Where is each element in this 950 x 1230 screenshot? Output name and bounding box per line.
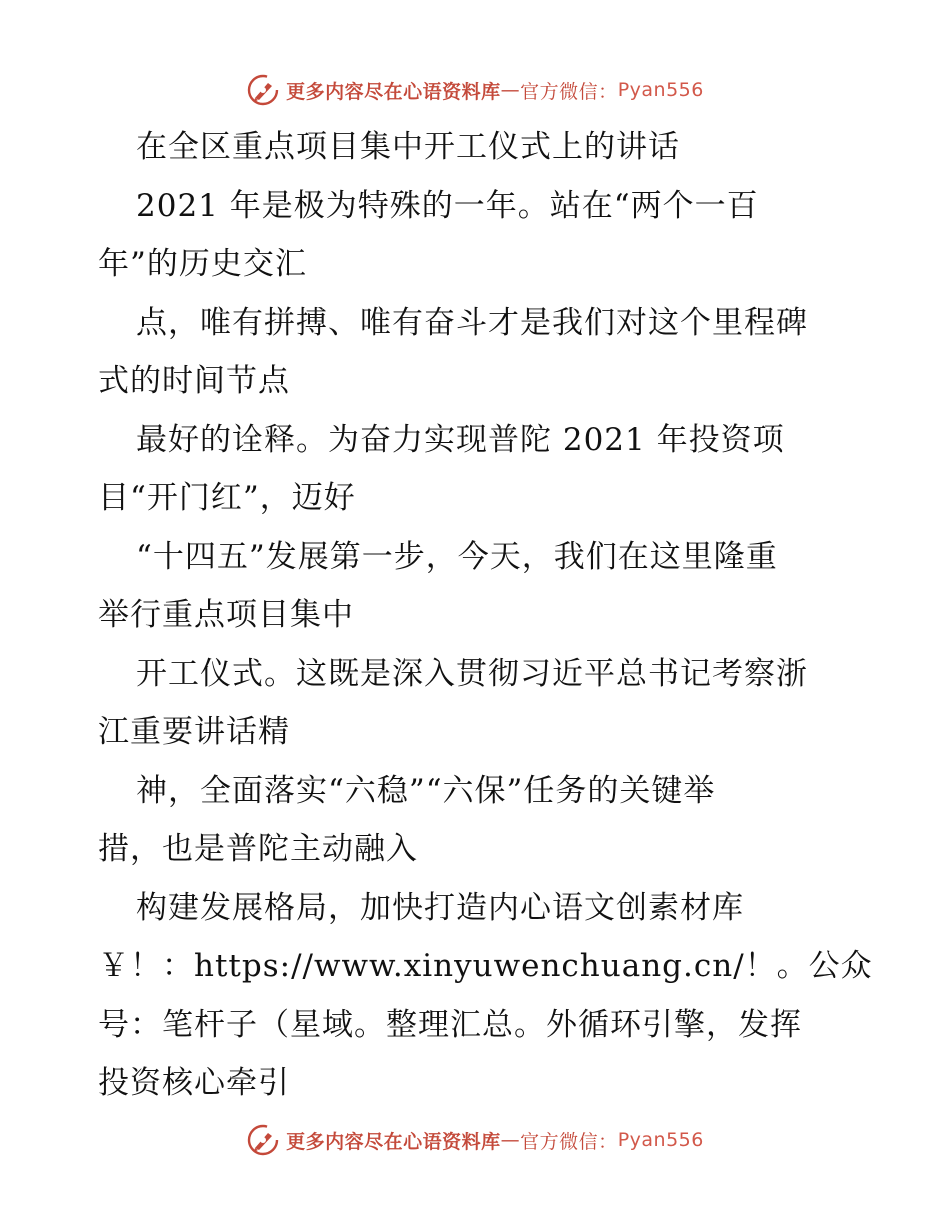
- text-line: ￥！：https://www.xinyuwenchuang.cn/！。公众: [98, 948, 873, 984]
- text-line: 点，唯有拼搏、唯有奋斗才是我们对这个里程碑: [136, 304, 808, 341]
- text-line: 开工仪式。这既是深入贯彻习近平总书记考察浙: [136, 655, 808, 692]
- text-line: 号：笔杆子（星域。整理汇总。外循环引擎，发挥: [98, 1006, 802, 1043]
- footer-banner-text: [286, 1127, 704, 1154]
- pen-logo-icon: [246, 73, 280, 107]
- banner-dash: —: [500, 79, 521, 101]
- text-line: 2021 年是极为特殊的一年。站在“两个一百: [136, 187, 759, 224]
- banner-wechat-id: Pyan556: [617, 79, 704, 101]
- document-body: [98, 118, 873, 1113]
- text-line: 式的时间节点: [98, 363, 290, 399]
- text-line: 神，全面落实“六稳”“六保”任务的关键举: [136, 772, 716, 809]
- banner-wechat-id: Pyan556: [617, 1129, 704, 1151]
- banner-brand: 更多内容尽在心语资料库: [286, 80, 501, 103]
- text-line: 投资核心牵引: [98, 1065, 290, 1101]
- text-line: 构建发展格局，加快打造内心语文创素材库: [136, 889, 744, 926]
- text-line: 目“开门红”，迈好: [98, 480, 356, 516]
- pen-logo-icon: [246, 1123, 280, 1157]
- banner-wechat-label: 官方微信：: [520, 80, 618, 103]
- banner-brand: 更多内容尽在心语资料库: [286, 1130, 501, 1153]
- text-line: 最好的诠释。为奋力实现普陀 2021 年投资项: [136, 421, 785, 458]
- header-banner: [0, 70, 950, 110]
- footer-banner: [0, 1120, 950, 1160]
- text-line: 年”的历史交汇: [98, 246, 307, 282]
- banner-wechat-label: 官方微信：: [520, 1130, 618, 1153]
- text-line: 措，也是普陀主动融入: [98, 831, 418, 867]
- text-line: 江重要讲话精: [98, 714, 290, 750]
- document-title: 在全区重点项目集中开工仪式上的讲话: [136, 129, 680, 165]
- header-banner-text: [286, 77, 704, 104]
- text-line: 举行重点项目集中: [98, 597, 354, 633]
- text-line: “十四五”发展第一步，今天，我们在这里隆重: [136, 538, 778, 575]
- banner-dash: —: [500, 1129, 521, 1151]
